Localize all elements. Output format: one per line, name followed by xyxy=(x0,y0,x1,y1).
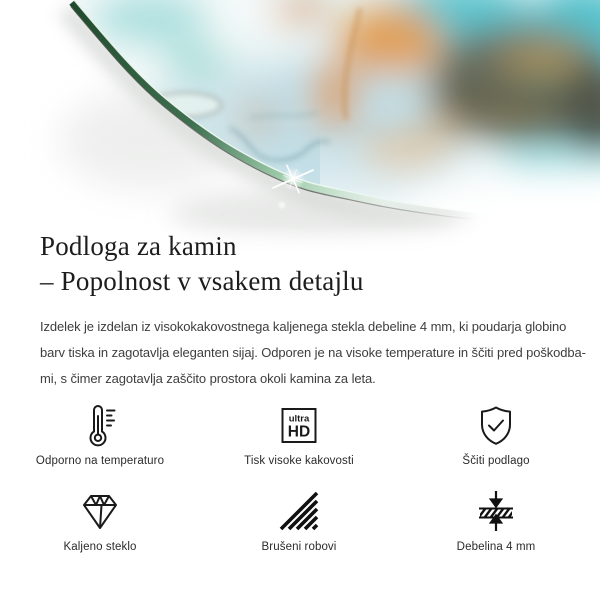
feature-polished-edges xyxy=(200,486,398,558)
feature-label: Brušeni robovi xyxy=(261,541,337,553)
svg-text:HD: HD xyxy=(287,423,311,441)
feature-thickness xyxy=(398,486,594,558)
feature-label: Debelina 4 mm xyxy=(456,541,536,553)
feature-label: Kaljeno steklo xyxy=(63,541,137,553)
feature-temperature xyxy=(0,400,200,472)
feature-label: Odporno na temperaturo xyxy=(35,455,165,467)
feature-label: Ščiti podlago xyxy=(462,455,530,467)
product-description xyxy=(40,314,586,392)
page-title-line1: Podloga za kamin xyxy=(40,231,237,261)
feature-protection xyxy=(398,400,594,472)
thermometer-icon xyxy=(76,400,124,450)
feature-grid xyxy=(0,400,600,558)
feature-print-quality xyxy=(200,400,398,472)
thickness-arrows-icon xyxy=(472,486,520,536)
feature-tempered-glass xyxy=(0,486,200,558)
svg-text:ultra: ultra xyxy=(288,413,310,425)
description-line: mi, s čimer zagotavlja zaščito prostora okoli kamina za leta. xyxy=(40,371,376,386)
bevel-stripes-icon xyxy=(275,486,323,536)
glass-pad-image xyxy=(0,0,600,258)
page-title-line2: – Popolnost v vsakem detajlu xyxy=(40,266,364,296)
shield-check-icon xyxy=(472,400,520,450)
ultra-hd-icon xyxy=(275,400,323,450)
diamond-icon xyxy=(76,486,124,536)
feature-label: Tisk visoke kakovosti xyxy=(244,455,354,467)
page-title xyxy=(40,229,364,299)
product-photo xyxy=(0,0,600,258)
description-line: barv tiska in zagotavlja eleganten sijaj. Odporen je na visoke temperature in ščiti pred poškodba- xyxy=(40,345,586,360)
description-line: Izdelek je izdelan iz visokokakovostnega kaljenega stekla debeline 4 mm, ki poudarja globino xyxy=(40,319,567,334)
